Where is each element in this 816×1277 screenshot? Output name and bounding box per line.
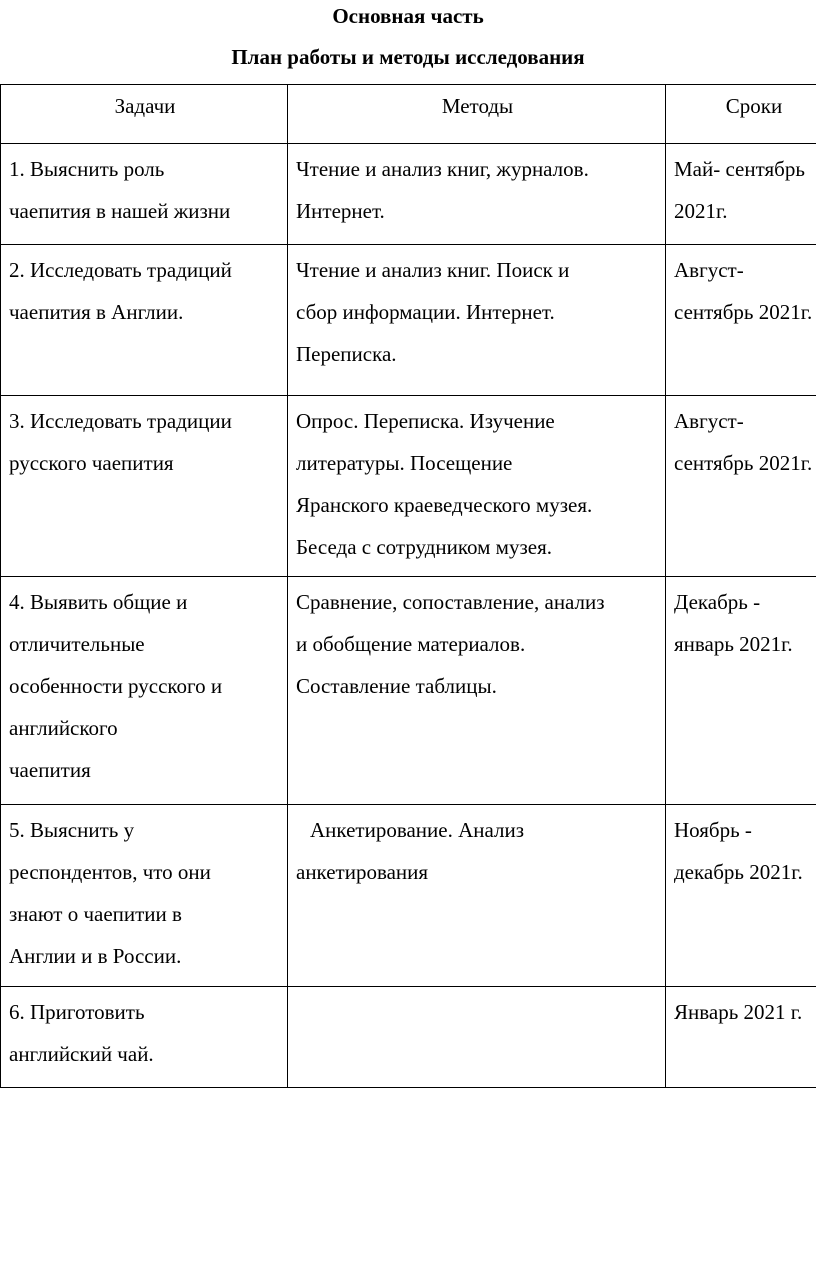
header-methods: Методы (288, 85, 666, 144)
task-cell: 1. Выяснить роль чаепития в нашей жизни (1, 144, 288, 245)
methods-cell-empty (288, 987, 666, 1088)
table-row (1, 805, 816, 987)
term-cell: Май- сентябрь 2021г. (666, 144, 816, 245)
header-tasks: Задачи (1, 85, 288, 144)
term-cell: Август- сентябрь 2021г. (666, 396, 816, 577)
task-cell: 4. Выявить общие и отличительные особенности русского и английского чаепития (1, 577, 288, 805)
task-cell: 3. Исследовать традиции русского чаепития (1, 396, 288, 577)
table-row (1, 245, 816, 396)
table-row (1, 396, 816, 577)
methods-cell: Чтение и анализ книг, журналов. Интернет. (288, 144, 666, 245)
document-title: Основная часть (332, 4, 484, 28)
table-header-row (1, 85, 816, 144)
term-cell: Январь 2021 г. (666, 987, 816, 1088)
document-subtitle: План работы и методы исследования (231, 45, 585, 69)
methods-cell: Сравнение, сопоставление, анализ и обобщение материалов. Составление таблицы. (288, 577, 666, 805)
task-cell: 6. Приготовить английский чай. (1, 987, 288, 1088)
research-plan-table (0, 84, 816, 1088)
task-cell: 2. Исследовать традиций чаепития в Англии. (1, 245, 288, 396)
term-cell: Декабрь - январь 2021г. (666, 577, 816, 805)
header-terms: Сроки (666, 85, 816, 144)
research-plan-table-wrapper (0, 84, 816, 1114)
methods-cell: Опрос. Переписка. Изучение литературы. Посещение Яранского краеведческого музея. Беседа с сотрудником музея. (288, 396, 666, 577)
methods-cell: Анкетирование. Анализ анкетирования (288, 805, 666, 987)
table-row (1, 987, 816, 1088)
methods-cell: Чтение и анализ книг. Поиск и сбор информации. Интернет. Переписка. (288, 245, 666, 396)
task-cell: 5. Выяснить у респондентов, что они знают о чаепитии в Англии и в России. (1, 805, 288, 987)
table-row (1, 577, 816, 805)
table-row (1, 144, 816, 245)
term-cell: Август- сентябрь 2021г. (666, 245, 816, 396)
term-cell: Ноябрь - декабрь 2021г. (666, 805, 816, 987)
